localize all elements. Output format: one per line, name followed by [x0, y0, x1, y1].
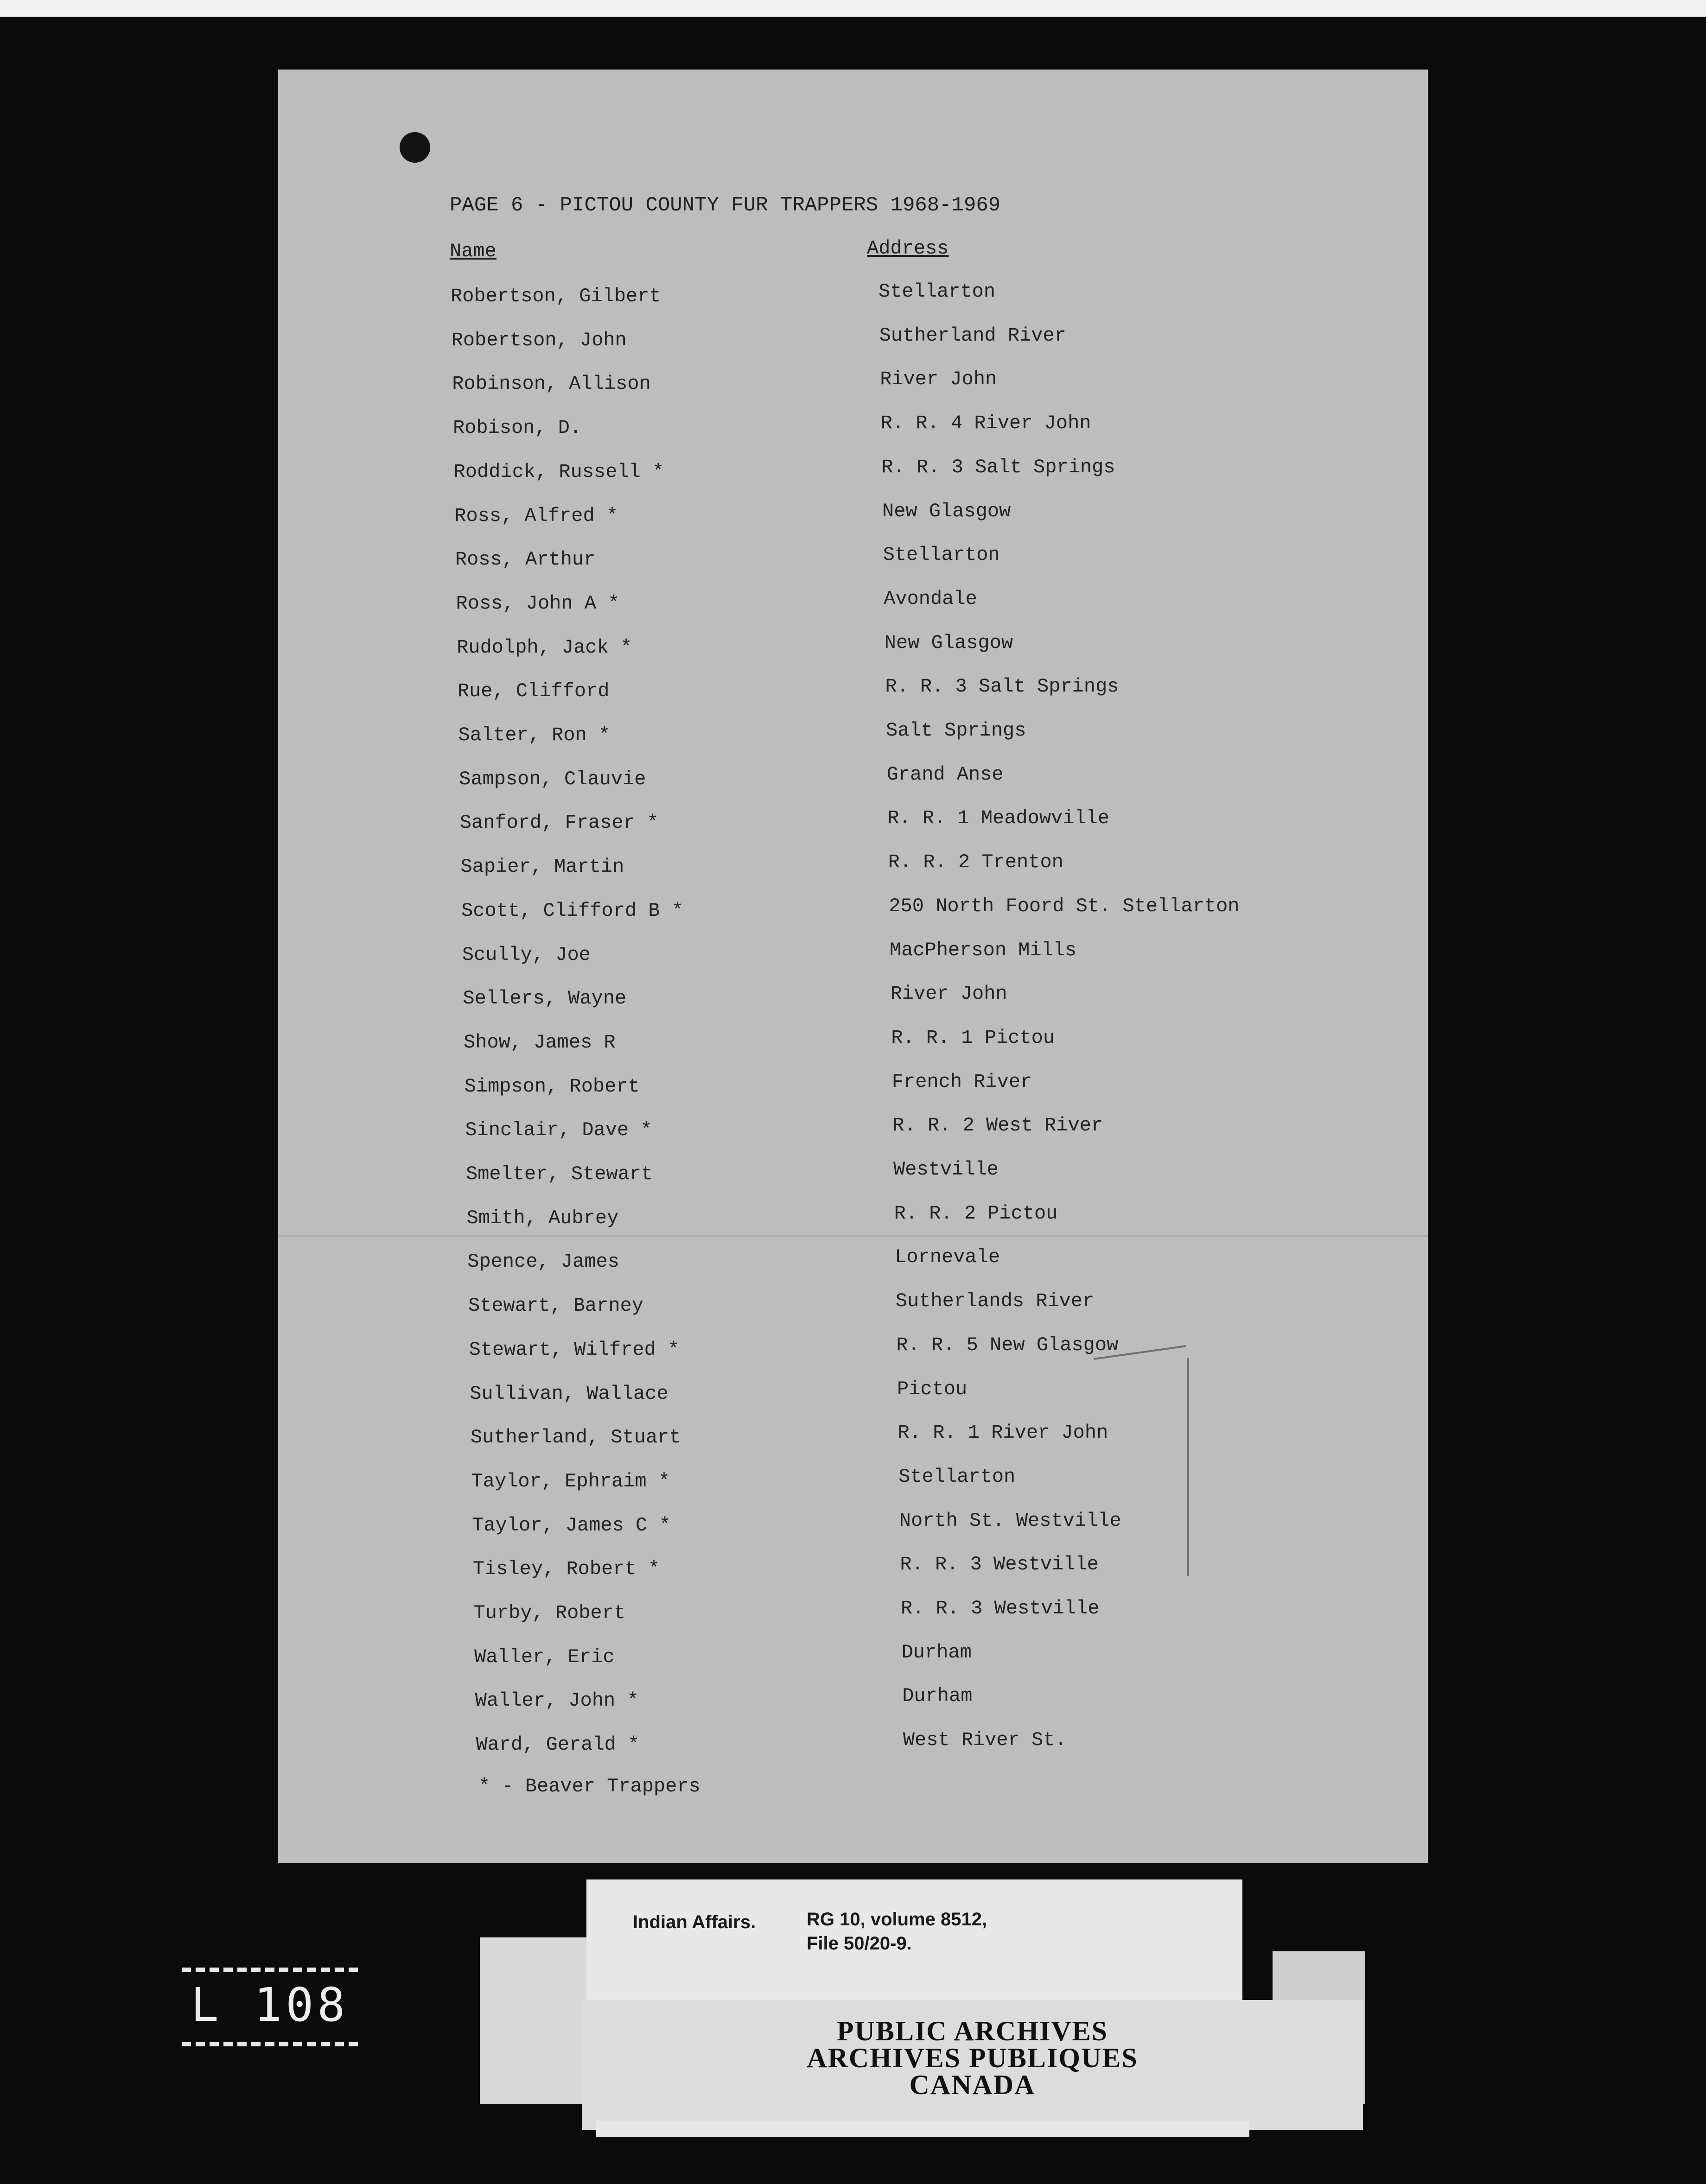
list-item: [278, 1422, 1428, 1468]
trapper-address: R. R. 3 Westville: [901, 1597, 1100, 1619]
trapper-name: Robertson, Gilbert: [451, 285, 661, 307]
stamp-line: PUBLIC ARCHIVES: [836, 2016, 1108, 2046]
trapper-name: Ross, Alfred *: [454, 504, 618, 527]
trapper-address: Stellarton: [898, 1465, 1016, 1488]
list-item: [278, 1509, 1428, 1556]
trapper-address: Salt Springs: [886, 719, 1026, 742]
trapper-name: Scully, Joe: [462, 943, 591, 966]
list-item: [278, 719, 1428, 766]
stamp-line: ARCHIVES PUBLIQUES: [807, 2043, 1138, 2073]
list-item: [278, 1333, 1428, 1380]
trapper-address: New Glasgow: [882, 500, 1011, 522]
list-item: [278, 1729, 1428, 1775]
trapper-name: Sullivan, Wallace: [470, 1382, 668, 1405]
reference-number: [807, 1907, 987, 1955]
trapper-name: Smelter, Stewart: [466, 1163, 653, 1185]
trapper-address: Durham: [901, 1641, 972, 1663]
trapper-address: Westville: [893, 1158, 999, 1181]
list-item: [278, 1465, 1428, 1512]
trapper-name: Taylor, James C *: [472, 1514, 671, 1536]
trapper-address: Sutherland River: [879, 324, 1066, 347]
list-item: [278, 1114, 1428, 1161]
archive-stamp: [582, 2000, 1363, 2130]
trapper-address: North St. Westville: [899, 1509, 1121, 1532]
trapper-name: Robinson, Allison: [452, 373, 651, 395]
list-item: [278, 763, 1428, 810]
list-item: [278, 851, 1428, 897]
trapper-address: Durham: [902, 1685, 973, 1708]
card-tab: [480, 1937, 591, 2104]
trapper-address: MacPherson Mills: [890, 939, 1077, 961]
trapper-list: [278, 70, 1428, 1863]
trapper-name: Rue, Clifford: [457, 680, 610, 703]
list-item: [278, 1026, 1428, 1073]
trapper-name: Scott, Clifford B *: [461, 899, 683, 922]
trapper-address: R. R. 1 Meadowville: [887, 807, 1110, 830]
trapper-name: Simpson, Robert: [464, 1075, 640, 1098]
trapper-name: Ward, Gerald *: [476, 1733, 640, 1756]
list-item: [278, 587, 1428, 634]
trapper-name: Show, James R: [464, 1031, 616, 1054]
department-label: Indian Affairs.: [633, 1912, 756, 1932]
frame-number: L 108: [191, 1978, 349, 2032]
reference-line: RG 10, volume 8512,: [807, 1909, 987, 1930]
trapper-name: Robison, D.: [452, 417, 582, 439]
frame-number-label: [182, 1968, 358, 2046]
trapper-address: R. R. 1 Pictou: [891, 1026, 1055, 1049]
trapper-address: River John: [880, 368, 997, 391]
list-item: [278, 544, 1428, 590]
trapper-name: Smith, Aubrey: [466, 1206, 619, 1229]
trapper-name: Salter, Ron *: [458, 724, 611, 746]
trapper-address: R. R. 3 Salt Springs: [885, 675, 1119, 698]
trapper-name: Sanford, Fraser *: [459, 812, 659, 834]
trapper-address: R. R. 2 Trenton: [888, 851, 1063, 874]
list-item: [278, 412, 1428, 458]
trapper-name: Sinclair, Dave *: [465, 1119, 652, 1142]
trapper-address: R. R. 4 River John: [880, 412, 1091, 435]
trapper-address: French River: [891, 1070, 1032, 1093]
document-page: [278, 70, 1428, 1863]
list-item: [278, 983, 1428, 1029]
trapper-name: Ross, John A *: [456, 592, 620, 615]
trapper-address: R. R. 3 Westville: [900, 1553, 1099, 1576]
list-item: [278, 280, 1428, 327]
list-item: [278, 1553, 1428, 1600]
column-header-name: Name: [450, 240, 497, 262]
reference-line: File 50/20-9.: [807, 1933, 912, 1954]
trapper-address: R. R. 2 West River: [892, 1114, 1103, 1137]
list-item: [278, 1158, 1428, 1205]
trapper-name: Waller, John *: [475, 1689, 639, 1712]
trapper-name: Rudolph, Jack *: [457, 636, 632, 659]
list-item: [278, 324, 1428, 371]
trapper-address: R. R. 1 River John: [898, 1422, 1108, 1444]
trapper-address: Pictou: [897, 1378, 968, 1400]
list-item: [278, 1378, 1428, 1424]
stamp-line: CANADA: [909, 2070, 1036, 2100]
page-title: PAGE 6 - PICTOU COUNTY FUR TRAPPERS 1968-1969: [450, 194, 1001, 217]
trapper-address: 250 North Foord St. Stellarton: [889, 895, 1240, 917]
trapper-address: R. R. 3 Salt Springs: [881, 456, 1115, 478]
list-item: [278, 1246, 1428, 1292]
column-header-address: Address: [867, 237, 949, 260]
footnote: * - Beaver Trappers: [478, 1775, 700, 1797]
trapper-address: Stellarton: [878, 280, 996, 303]
trapper-name: Taylor, Ephraim *: [471, 1470, 670, 1492]
pen-mark: [1187, 1358, 1189, 1576]
trapper-name: Stewart, Wilfred *: [469, 1338, 680, 1361]
trapper-address: Avondale: [884, 587, 977, 610]
list-item: [278, 1070, 1428, 1117]
trapper-address: River John: [890, 983, 1007, 1005]
list-item: [278, 631, 1428, 678]
list-item: [278, 1641, 1428, 1688]
trapper-name: Tisley, Robert *: [472, 1558, 660, 1581]
trapper-address: West River St.: [903, 1729, 1067, 1752]
film-edge: [0, 0, 1706, 17]
list-item: [278, 1597, 1428, 1644]
trapper-address: Grand Anse: [886, 763, 1004, 786]
trapper-address: Sutherlands River: [895, 1290, 1095, 1313]
list-item: [278, 807, 1428, 853]
list-item: [278, 368, 1428, 414]
trapper-address: R. R. 2 Pictou: [894, 1202, 1058, 1225]
list-item: [278, 500, 1428, 546]
trapper-address: Stellarton: [883, 544, 1000, 566]
trapper-name: Turby, Robert: [473, 1602, 626, 1624]
trapper-name: Stewart, Barney: [468, 1295, 643, 1317]
trapper-address: Lornevale: [895, 1246, 1000, 1269]
list-item: [278, 895, 1428, 941]
reference-card: [586, 1879, 1242, 2010]
list-item: [278, 675, 1428, 722]
trapper-address: R. R. 5 New Glasgow: [896, 1333, 1119, 1356]
trapper-name: Sampson, Clauvie: [459, 768, 646, 790]
list-item: [278, 456, 1428, 502]
card-strip: [596, 2121, 1249, 2137]
trapper-name: Robertson, John: [451, 329, 627, 351]
trapper-name: Sellers, Wayne: [463, 987, 627, 1010]
trapper-name: Spence, James: [467, 1251, 619, 1273]
trapper-name: Roddick, Russell *: [453, 460, 664, 483]
trapper-name: Sutherland, Stuart: [470, 1426, 681, 1449]
trapper-name: Waller, Eric: [474, 1645, 615, 1668]
list-item: [278, 1202, 1428, 1249]
list-item: [278, 1685, 1428, 1731]
trapper-address: New Glasgow: [884, 631, 1013, 654]
list-item: [278, 1290, 1428, 1336]
trapper-name: Ross, Arthur: [455, 548, 596, 571]
list-item: [278, 939, 1428, 985]
trapper-name: Sapier, Martin: [460, 856, 624, 878]
